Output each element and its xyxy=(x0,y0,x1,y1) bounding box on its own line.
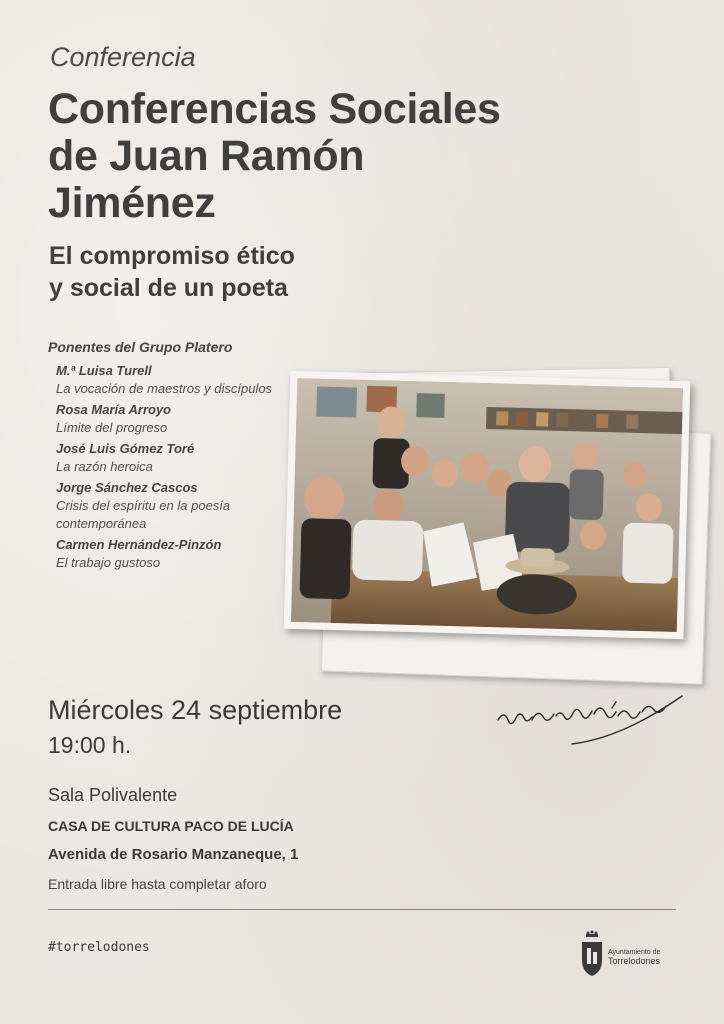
venue-building: CASA DE CULTURA PACO DE LUCÍA xyxy=(48,818,294,834)
logo-line-2: Torrelodones xyxy=(608,956,661,966)
coat-of-arms-icon xyxy=(578,930,606,980)
photo-collage xyxy=(285,366,715,686)
entry-note: Entrada libre hasta completar aforo xyxy=(48,876,267,892)
speaker-talk: El trabajo gustoso xyxy=(56,555,161,570)
speaker-item xyxy=(56,440,296,476)
event-date: Miércoles 24 septiembre xyxy=(48,695,343,725)
speaker-name: José Luis Gómez Toré xyxy=(56,441,195,456)
speaker-item xyxy=(56,536,296,572)
speaker-item xyxy=(56,362,296,398)
subtitle-line-2: y social de un poeta xyxy=(49,274,288,302)
town-hall-logo xyxy=(578,930,688,980)
subtitle xyxy=(49,240,379,304)
speaker-name: M.ª Luisa Turell xyxy=(56,363,152,378)
event-type-label: Conferencia xyxy=(50,42,196,72)
speaker-talk: La vocación de maestros y discípulos xyxy=(56,381,273,396)
speaker-item xyxy=(56,401,296,437)
subtitle-line-1: El compromiso ético xyxy=(49,242,295,270)
speaker-name: Rosa María Arroyo xyxy=(56,402,172,417)
speaker-list xyxy=(56,362,296,575)
event-venue: Sala Polivalente xyxy=(48,785,178,805)
speaker-talk: Límite del progreso xyxy=(56,420,168,435)
classroom-photo-illustration xyxy=(291,378,683,632)
logo-text xyxy=(608,948,660,966)
venue-address: Avenida de Rosario Manzaneque, 1 xyxy=(48,846,299,863)
historical-photo xyxy=(284,371,691,639)
speaker-talk: La razón heroica xyxy=(56,459,153,474)
speaker-talk: Crisis del espíritu en la poesía contemporánea xyxy=(56,498,231,531)
page-title: Conferencias Sociales de Juan Ramón Jiménez xyxy=(48,85,501,227)
speaker-name: Carmen Hernández-Pinzón xyxy=(56,537,222,552)
speakers-heading: Ponentes del Grupo Platero xyxy=(48,339,233,355)
logo-line-1: Ayuntamiento de xyxy=(608,949,661,956)
event-time: 19:00 h. xyxy=(48,732,132,758)
poet-signature xyxy=(494,690,684,752)
hashtag: #torrelodones xyxy=(48,940,150,955)
footer-divider xyxy=(48,909,676,910)
speaker-name: Jorge Sánchez Cascos xyxy=(56,480,198,495)
speaker-item xyxy=(56,479,296,533)
